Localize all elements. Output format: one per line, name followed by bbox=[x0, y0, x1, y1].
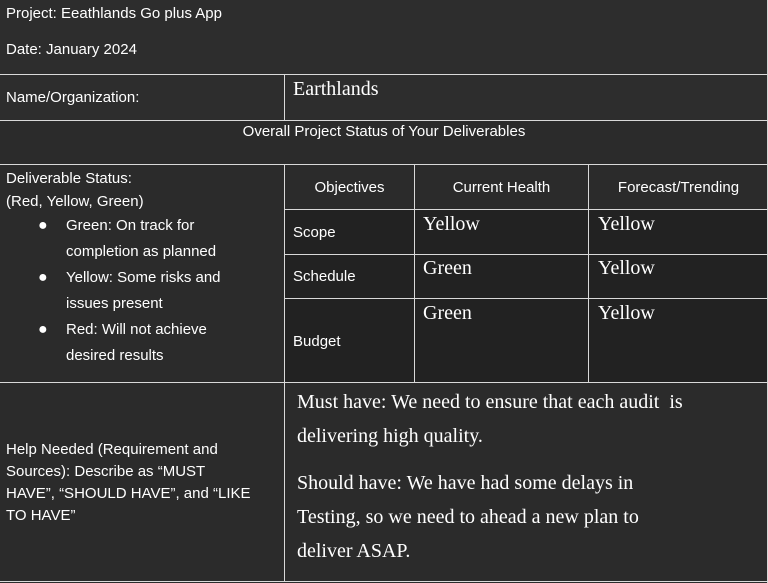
help-must-have: Must have: We need to ensure that each audit is delivering high quality. bbox=[297, 391, 683, 447]
deliverable-status-legend bbox=[6, 167, 282, 369]
header-objectives: Objectives bbox=[314, 179, 385, 196]
header-forecast-trending: Forecast/Trending bbox=[617, 179, 740, 196]
project-title: Project: Eeathlands Go plus App bbox=[6, 5, 222, 22]
name-org-label: Name/Organization: bbox=[6, 89, 140, 106]
health-schedule: Green bbox=[423, 257, 472, 279]
header-current-health: Current Health bbox=[452, 179, 551, 196]
forecast-budget: Yellow bbox=[598, 302, 655, 324]
status-legend-red: ● Red: Will not achieve desired results bbox=[6, 317, 282, 369]
section-title: Overall Project Status of Your Deliverables bbox=[242, 123, 526, 140]
forecast-schedule: Yellow bbox=[598, 257, 655, 279]
objective-schedule: Schedule bbox=[293, 268, 356, 285]
help-should-have: Should have: We have had some delays in Testing, so we need to ahead a new plan to deliver ASAP. bbox=[297, 472, 639, 562]
forecast-scope: Yellow bbox=[598, 213, 655, 235]
health-budget: Green bbox=[423, 302, 472, 324]
status-legend-list bbox=[6, 213, 282, 369]
status-legend-yellow: ● Yellow: Some risks and issues present bbox=[6, 265, 282, 317]
help-needed-label: Help Needed (Requirement and Sources): Describe as “MUST HAVE”, “SHOULD HAVE”, and “LIKE TO HAVE” bbox=[6, 441, 251, 524]
status-table-body bbox=[285, 209, 768, 382]
bullet-icon: ● bbox=[38, 217, 48, 234]
deliverable-status-subtitle: (Red, Yellow, Green) bbox=[6, 193, 144, 210]
objective-budget: Budget bbox=[293, 333, 341, 350]
objective-scope: Scope bbox=[293, 224, 336, 241]
deliverable-status-title: Deliverable Status: bbox=[6, 170, 132, 187]
name-org-value: Earthlands bbox=[293, 78, 379, 100]
report-date: Date: January 2024 bbox=[6, 41, 137, 58]
health-scope: Yellow bbox=[423, 213, 480, 235]
status-legend-green: ● Green: On track for completion as planned bbox=[6, 213, 282, 265]
bullet-icon: ● bbox=[38, 321, 48, 338]
bullet-icon: ● bbox=[38, 269, 48, 286]
